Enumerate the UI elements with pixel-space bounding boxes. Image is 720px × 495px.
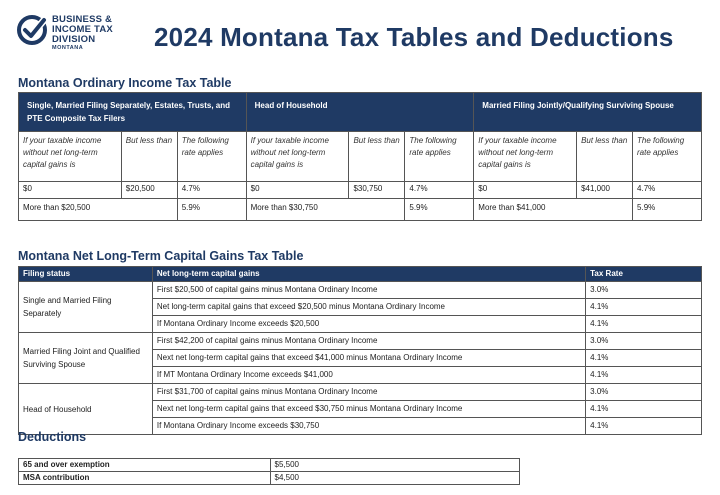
ordinary-row-1 (19, 182, 702, 199)
sublabel-income: If your taxable income without net long-term capital gains is (246, 132, 349, 182)
table-cell: First $31,700 of capital gains minus Montana Ordinary Income (152, 384, 585, 401)
table-cell: More than $30,750 (246, 199, 405, 221)
filing-status-single: Single and Married Filing Separately (19, 282, 153, 333)
division-logo-text (52, 15, 113, 51)
table-cell: 5.9% (405, 199, 474, 221)
table-cell: 4.7% (633, 182, 702, 199)
sublabel-but-less: But less than (121, 132, 177, 182)
table-row (19, 459, 520, 472)
deduction-amount: $5,500 (270, 459, 519, 472)
table-cell: 4.1% (586, 316, 702, 333)
filing-status-married-joint: Married Filing Joint and Qualified Surviving Spouse (19, 333, 153, 384)
table-cell: 4.1% (586, 299, 702, 316)
table-row (19, 472, 520, 485)
table-cell: 4.7% (177, 182, 246, 199)
montana-checkmark-logo-icon (16, 14, 48, 46)
ordinary-income-table (18, 92, 702, 221)
deduction-label: 65 and over exemption (19, 459, 271, 472)
table-cell: First $42,200 of capital gains minus Montana Ordinary Income (152, 333, 585, 350)
table-cell: Next net long-term capital gains that exceed $30,750 minus Montana Ordinary Income (152, 401, 585, 418)
table-cell: Net long-term capital gains that exceed $20,500 minus Montana Ordinary Income (152, 299, 585, 316)
logo-line-4: MONTANA (52, 45, 84, 51)
capital-gains-heading: Montana Net Long-Term Capital Gains Tax Table (18, 249, 304, 263)
sublabel-rate: The following rate applies (633, 132, 702, 182)
ordinary-header-row (19, 93, 702, 132)
sublabel-rate: The following rate applies (177, 132, 246, 182)
table-cell: $0 (246, 182, 349, 199)
sublabel-rate: The following rate applies (405, 132, 474, 182)
filing-status-head-of-household: Head of Household (19, 384, 153, 435)
table-cell: 5.9% (633, 199, 702, 221)
table-cell: If Montana Ordinary Income exceeds $30,750 (152, 418, 585, 435)
capital-gains-table (18, 266, 702, 435)
table-cell: More than $41,000 (474, 199, 633, 221)
table-row (19, 384, 702, 401)
table-cell: $20,500 (121, 182, 177, 199)
table-cell: First $20,500 of capital gains minus Montana Ordinary Income (152, 282, 585, 299)
table-cell: Next net long-term capital gains that exceed $41,000 minus Montana Ordinary Income (152, 350, 585, 367)
table-cell: 4.7% (405, 182, 474, 199)
ordinary-row-2 (19, 199, 702, 221)
table-cell: More than $20,500 (19, 199, 178, 221)
table-cell: $30,750 (349, 182, 405, 199)
column-header-head-of-household: Head of Household (246, 93, 474, 132)
table-row (19, 282, 702, 299)
table-cell: 5.9% (177, 199, 246, 221)
column-header-net-gains: Net long-term capital gains (152, 267, 585, 282)
table-cell: $0 (474, 182, 577, 199)
table-cell: 4.1% (586, 350, 702, 367)
table-cell: 3.0% (586, 384, 702, 401)
column-header-married-joint: Married Filing Jointly/Qualifying Surviving Spouse (474, 93, 702, 132)
page-title: 2024 Montana Tax Tables and Deductions (154, 22, 674, 52)
logo-line-2: INCOME TAX (52, 24, 113, 35)
logo-line-3: DIVISION (52, 34, 96, 45)
sublabel-but-less: But less than (577, 132, 633, 182)
page-header (0, 0, 720, 68)
capital-gains-header-row (19, 267, 702, 282)
table-cell: 3.0% (586, 282, 702, 299)
column-header-filing-status: Filing status (19, 267, 153, 282)
deductions-table (18, 458, 520, 485)
sublabel-but-less: But less than (349, 132, 405, 182)
table-cell: 4.1% (586, 367, 702, 384)
table-row (19, 333, 702, 350)
deduction-label: MSA contribution (19, 472, 271, 485)
table-cell: $0 (19, 182, 122, 199)
ordinary-sublabel-row (19, 132, 702, 182)
deduction-amount: $4,500 (270, 472, 519, 485)
deductions-heading: Deductions (18, 430, 87, 444)
table-cell: 4.1% (586, 418, 702, 435)
sublabel-income: If your taxable income without net long-term capital gains is (474, 132, 577, 182)
sublabel-income: If your taxable income without net long-term capital gains is (19, 132, 122, 182)
column-header-tax-rate: Tax Rate (586, 267, 702, 282)
table-cell: If MT Montana Ordinary Income exceeds $41,000 (152, 367, 585, 384)
ordinary-income-heading: Montana Ordinary Income Tax Table (18, 76, 232, 90)
table-cell: If Montana Ordinary Income exceeds $20,500 (152, 316, 585, 333)
table-cell: 3.0% (586, 333, 702, 350)
table-cell: $41,000 (577, 182, 633, 199)
logo-line-1: BUSINESS & (52, 14, 113, 25)
column-header-single: Single, Married Filing Separately, Estates, Trusts, and PTE Composite Tax Filers (19, 93, 247, 132)
table-cell: 4.1% (586, 401, 702, 418)
